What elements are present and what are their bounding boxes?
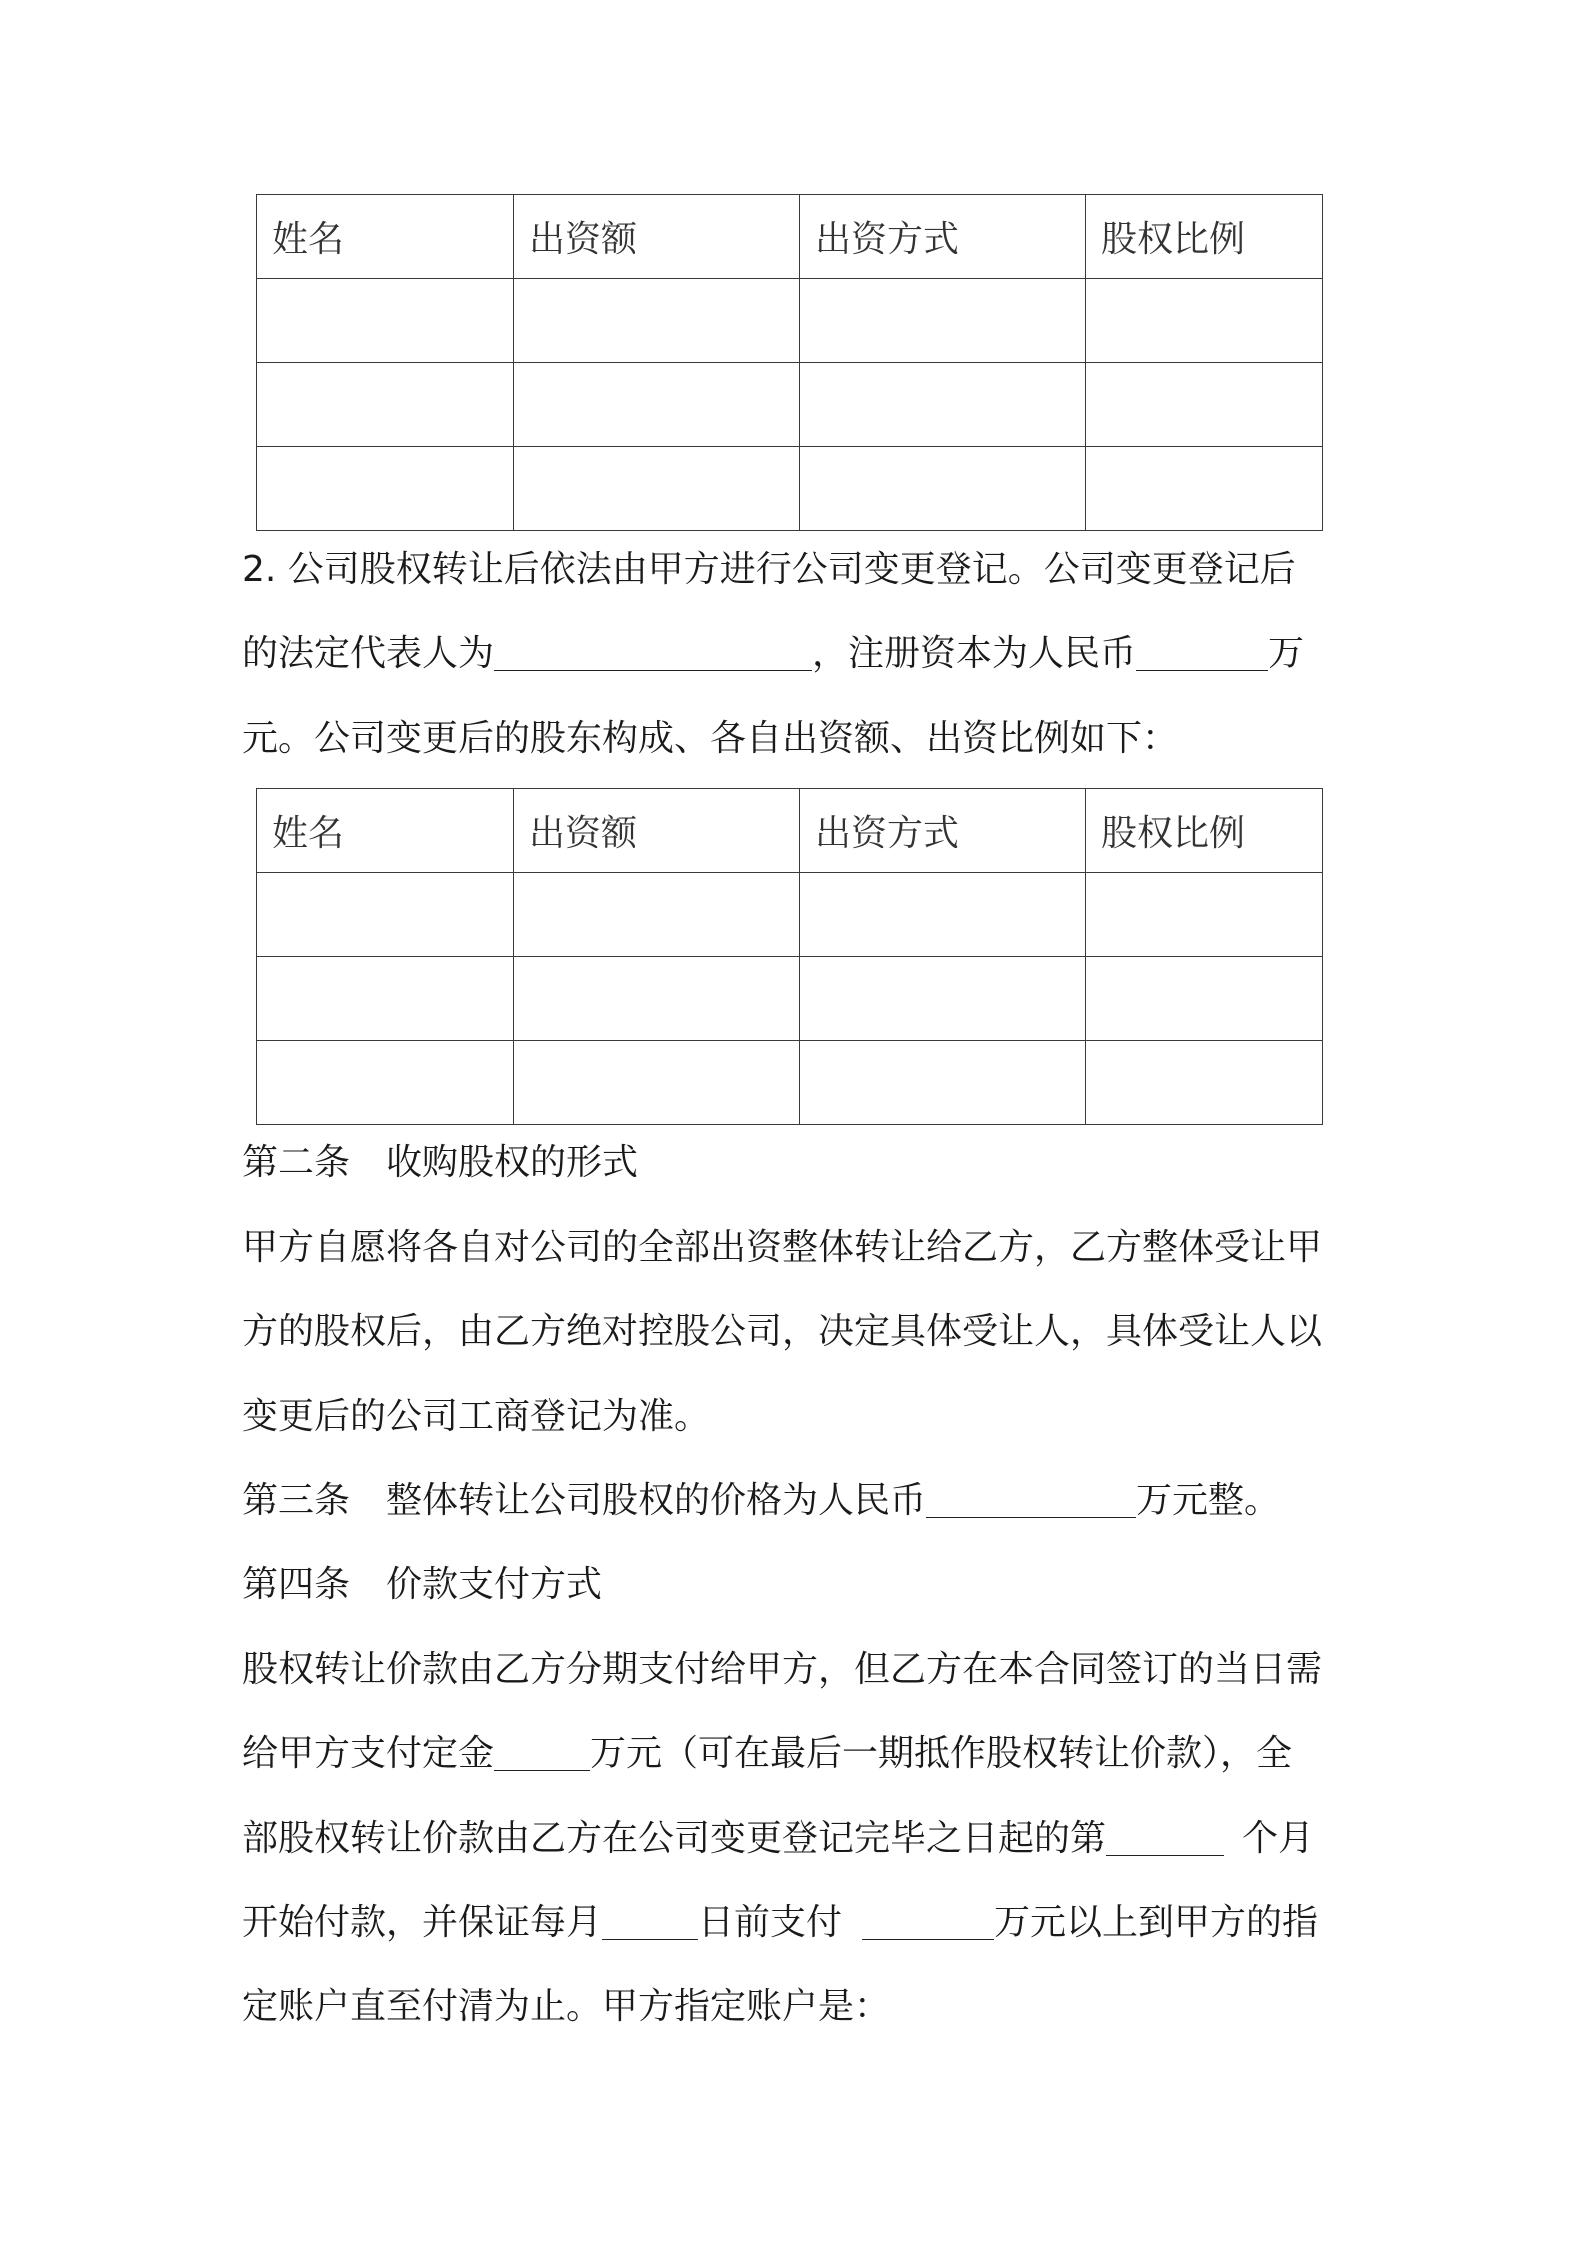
header-cell-name: 姓名 (257, 195, 514, 279)
table-cell[interactable] (1086, 873, 1323, 957)
clause-2-line-2 (242, 625, 1304, 683)
article-4-heading (242, 1556, 602, 1614)
table-header-row (257, 789, 1323, 873)
table-row (257, 873, 1323, 957)
clause-2-line-1: 2. 公司股权转让后依法由甲方进行公司变更登记。公司变更登记后 (242, 549, 1296, 590)
table-cell[interactable] (1086, 363, 1323, 447)
table-cell[interactable] (514, 363, 800, 447)
table-row (257, 1041, 1323, 1125)
table-cell[interactable] (257, 279, 514, 363)
start-month-blank[interactable] (1106, 1811, 1224, 1856)
shareholder-table-after (256, 788, 1323, 1125)
pay-before-label: 日前支付 (698, 1902, 843, 1943)
article-4-line-4 (242, 1894, 1318, 1952)
deposit-blank[interactable] (494, 1726, 590, 1771)
table-cell[interactable] (1086, 1041, 1323, 1125)
header-cell-method: 出资方式 (800, 789, 1086, 873)
article-4-line-1: 股权转让价款由乙方分期支付给甲方，但乙方在本合同签订的当日需 (242, 1649, 1323, 1690)
price-unit: 万元整。 (1136, 1480, 1281, 1521)
table-cell[interactable] (514, 1041, 800, 1125)
table-cell[interactable] (800, 363, 1086, 447)
article-2-line-2: 方的股权后，由乙方绝对控股公司，决定具体受让人，具体受让人以 (242, 1311, 1323, 1352)
table-row (257, 279, 1323, 363)
article-number: 第三条 (242, 1480, 351, 1521)
article-number: 第四条 (242, 1564, 351, 1605)
table-cell[interactable] (514, 957, 800, 1041)
table-cell[interactable] (257, 873, 514, 957)
article-title: 收购股权的形式 (386, 1142, 639, 1183)
article-3 (242, 1472, 1280, 1530)
article-2-line-3: 变更后的公司工商登记为准。 (242, 1396, 711, 1437)
wan-label: 万 (1268, 633, 1305, 674)
shareholder-table-before (256, 194, 1323, 531)
pay-day-label: 开始付款，并保证每月 (242, 1902, 603, 1943)
article-4-line-2 (242, 1725, 1292, 1783)
table-row (257, 957, 1323, 1041)
table-cell[interactable] (1086, 279, 1323, 363)
price-blank[interactable] (926, 1473, 1136, 1518)
table-cell[interactable] (514, 873, 800, 957)
price-label: 整体转让公司股权的价格为人民币 (386, 1480, 927, 1521)
legal-rep-label: 的法定代表人为 (242, 633, 495, 674)
table-cell[interactable] (514, 279, 800, 363)
article-2-heading (242, 1134, 638, 1192)
pay-day-blank[interactable] (602, 1895, 698, 1940)
header-cell-ratio: 股权比例 (1086, 195, 1323, 279)
table-cell[interactable] (1086, 957, 1323, 1041)
capital-blank[interactable] (1136, 626, 1268, 671)
capital-label: ，注册资本为人民币 (812, 633, 1137, 674)
table-row (257, 447, 1323, 531)
header-cell-contribution: 出资额 (514, 195, 800, 279)
table-row (257, 363, 1323, 447)
start-month-label: 部股权转让价款由乙方在公司变更登记完毕之日起的第 (242, 1818, 1107, 1859)
article-4-line-3 (242, 1810, 1314, 1868)
monthly-amount-unit: 万元以上到甲方的指 (994, 1902, 1319, 1943)
table-cell[interactable] (514, 447, 800, 531)
table-cell[interactable] (1086, 447, 1323, 531)
deposit-unit: 万元（可在最后一期抵作股权转让价款），全 (590, 1733, 1293, 1774)
header-cell-method: 出资方式 (800, 195, 1086, 279)
header-cell-contribution: 出资额 (514, 789, 800, 873)
header-cell-name: 姓名 (257, 789, 514, 873)
table-cell[interactable] (800, 447, 1086, 531)
article-4-line-5: 定账户直至付清为止。甲方指定账户是： (242, 1986, 891, 2027)
table-cell[interactable] (800, 1041, 1086, 1125)
deposit-label: 给甲方支付定金 (242, 1733, 495, 1774)
article-title: 价款支付方式 (386, 1564, 603, 1605)
monthly-amount-blank[interactable] (862, 1895, 994, 1940)
month-unit: 个月 (1242, 1818, 1315, 1859)
table-cell[interactable] (257, 363, 514, 447)
table-header-row (257, 195, 1323, 279)
table-cell[interactable] (800, 873, 1086, 957)
legal-rep-blank[interactable] (494, 626, 812, 671)
table-cell[interactable] (257, 1041, 514, 1125)
table-cell[interactable] (257, 957, 514, 1041)
article-number: 第二条 (242, 1142, 351, 1183)
table-cell[interactable] (800, 957, 1086, 1041)
header-cell-ratio: 股权比例 (1086, 789, 1323, 873)
table-cell[interactable] (257, 447, 514, 531)
article-2-line-1: 甲方自愿将各自对公司的全部出资整体转让给乙方，乙方整体受让甲 (242, 1227, 1323, 1268)
table-cell[interactable] (800, 279, 1086, 363)
clause-2-line-3: 元。公司变更后的股东构成、各自出资额、出资比例如下： (242, 718, 1179, 759)
